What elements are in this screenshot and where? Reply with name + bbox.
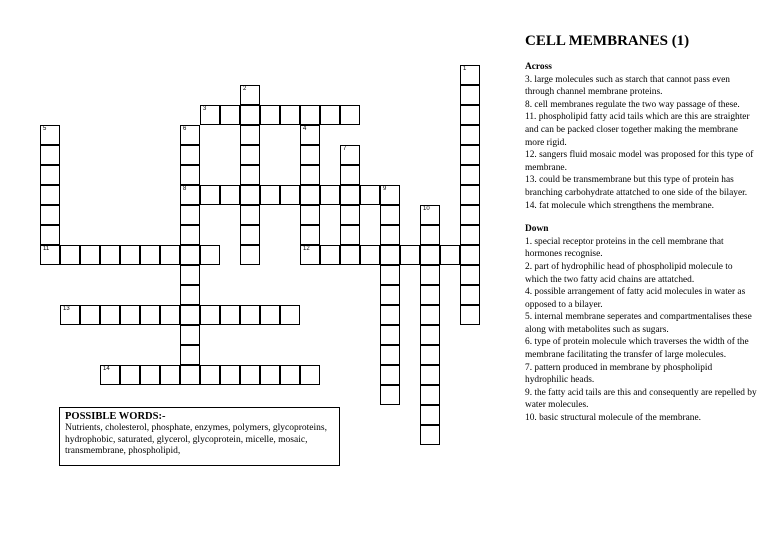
grid-cell[interactable]	[240, 165, 260, 185]
grid-cell[interactable]	[360, 245, 380, 265]
grid-cell[interactable]	[460, 125, 480, 145]
grid-cell[interactable]	[240, 145, 260, 165]
grid-cell[interactable]	[280, 185, 300, 205]
grid-cell[interactable]	[40, 145, 60, 165]
grid-cell[interactable]	[460, 205, 480, 225]
grid-cell[interactable]	[260, 185, 280, 205]
grid-cell[interactable]	[400, 245, 420, 265]
grid-cell[interactable]	[160, 305, 180, 325]
grid-cell[interactable]	[460, 225, 480, 245]
grid-cell[interactable]	[420, 325, 440, 345]
grid-cell[interactable]	[360, 185, 380, 205]
grid-cell[interactable]	[320, 185, 340, 205]
grid-cell[interactable]	[460, 305, 480, 325]
grid-cell[interactable]	[420, 425, 440, 445]
grid-cell[interactable]	[240, 185, 260, 205]
grid-cell[interactable]	[80, 305, 100, 325]
grid-cell[interactable]	[460, 245, 480, 265]
grid-cell[interactable]	[240, 305, 260, 325]
grid-cell[interactable]	[120, 245, 140, 265]
grid-cell[interactable]	[220, 185, 240, 205]
grid-cell[interactable]	[40, 165, 60, 185]
across-clue: 12. sangers fluid mosaic model was proposed for this type of membrane.	[525, 150, 754, 173]
across-clue: 8. cell membranes regulate the two way passage of these.	[525, 99, 740, 110]
clue-number: 8	[183, 186, 187, 192]
grid-cell[interactable]	[180, 125, 200, 145]
grid-cell[interactable]	[340, 145, 360, 165]
down-clue: 2. part of hydrophilic head of phospholipid molecule to which the two fatty acid chains are attatched.	[525, 261, 733, 285]
grid-cell[interactable]	[460, 265, 480, 285]
grid-cell[interactable]	[380, 185, 400, 205]
grid-cell[interactable]	[420, 405, 440, 425]
grid-cell[interactable]	[380, 285, 400, 305]
grid-cell[interactable]	[200, 365, 220, 385]
grid-cell[interactable]	[380, 265, 400, 285]
grid-cell[interactable]	[280, 305, 300, 325]
grid-cell[interactable]	[100, 365, 120, 385]
grid-cell[interactable]	[240, 105, 260, 125]
grid-cell[interactable]	[300, 185, 320, 205]
grid-cell[interactable]	[420, 365, 440, 385]
grid-cell[interactable]	[300, 165, 320, 185]
clue-number: 11	[43, 246, 50, 252]
clue-number: 10	[423, 206, 430, 212]
grid-cell[interactable]	[180, 185, 200, 205]
grid-cell[interactable]	[240, 245, 260, 265]
clues-panel	[525, 33, 757, 425]
grid-cell[interactable]	[320, 105, 340, 125]
grid-cell[interactable]	[180, 285, 200, 305]
grid-cell[interactable]	[100, 305, 120, 325]
grid-cell[interactable]	[180, 265, 200, 285]
down-clue: 6. type of protein molecule which traverses the width of the membrane facilitating the transfer of large molecules.	[525, 337, 749, 361]
grid-cell[interactable]	[200, 245, 220, 265]
down-heading: Down	[525, 224, 549, 235]
grid-cell[interactable]	[220, 305, 240, 325]
grid-cell[interactable]	[460, 85, 480, 105]
grid-cell[interactable]	[140, 305, 160, 325]
grid-cell[interactable]	[180, 225, 200, 245]
grid-cell[interactable]	[220, 105, 240, 125]
possible-words-box	[59, 407, 340, 466]
grid-cell[interactable]	[340, 185, 360, 205]
clue-number: 6	[183, 126, 187, 132]
grid-cell[interactable]	[240, 125, 260, 145]
grid-cell[interactable]	[120, 365, 140, 385]
grid-cell[interactable]	[380, 385, 400, 405]
grid-cell[interactable]	[220, 365, 240, 385]
down-clue: 4. possible arrangement of fatty acid molecules in water as opposed to a bilayer.	[525, 287, 746, 310]
grid-cell[interactable]	[300, 105, 320, 125]
grid-cell[interactable]	[420, 305, 440, 325]
clue-number: 2	[243, 86, 247, 92]
grid-cell[interactable]	[380, 245, 400, 265]
grid-cell[interactable]	[420, 225, 440, 245]
grid-cell[interactable]	[260, 365, 280, 385]
grid-cell[interactable]	[60, 245, 80, 265]
grid-cell[interactable]	[340, 165, 360, 185]
grid-cell[interactable]	[180, 305, 200, 325]
clue-number: 3	[203, 106, 207, 112]
grid-cell[interactable]	[380, 345, 400, 365]
grid-cell[interactable]	[300, 225, 320, 245]
grid-cell[interactable]	[180, 245, 200, 265]
grid-cell[interactable]	[420, 385, 440, 405]
grid-cell[interactable]	[40, 245, 60, 265]
grid-cell[interactable]	[180, 205, 200, 225]
across-heading: Across	[525, 62, 552, 72]
clue-number: 5	[43, 126, 47, 132]
grid-cell[interactable]	[340, 245, 360, 265]
grid-cell[interactable]	[300, 145, 320, 165]
grid-cell[interactable]	[240, 225, 260, 245]
grid-cell[interactable]	[380, 365, 400, 385]
grid-cell[interactable]	[440, 245, 460, 265]
grid-cell[interactable]	[300, 205, 320, 225]
down-clue: 10. basic structural molecule of the membrane.	[525, 413, 701, 424]
clue-number: 1	[463, 66, 467, 72]
grid-cell[interactable]	[140, 365, 160, 385]
grid-cell[interactable]	[300, 365, 320, 385]
grid-cell[interactable]	[60, 305, 80, 325]
grid-cell[interactable]	[240, 85, 260, 105]
grid-cell[interactable]	[240, 205, 260, 225]
clue-number: 14	[103, 366, 110, 372]
clue-number: 4	[303, 126, 307, 132]
grid-cell[interactable]	[200, 185, 220, 205]
clue-number: 13	[63, 306, 70, 312]
grid-cell[interactable]	[40, 185, 60, 205]
grid-cell[interactable]	[280, 105, 300, 125]
grid-cell[interactable]	[460, 185, 480, 205]
grid-cell[interactable]	[200, 305, 220, 325]
grid-cell[interactable]	[80, 245, 100, 265]
down-clue: 5. internal membrane seperates and compartmentalises these along with metabolites such as sugars.	[525, 312, 752, 335]
grid-cell[interactable]	[200, 105, 220, 125]
grid-cell[interactable]	[460, 145, 480, 165]
across-clue: 3. large molecules such as starch that cannot pass even through channel membrane proteins.	[525, 74, 730, 98]
grid-cell[interactable]	[380, 225, 400, 245]
grid-cell[interactable]	[460, 285, 480, 305]
grid-cell[interactable]	[460, 65, 480, 85]
grid-cell[interactable]	[380, 205, 400, 225]
down-clue: 7. pattern produced in membrane by phospholipid hydrophilic heads.	[525, 362, 713, 386]
clue-number: 7	[343, 146, 347, 152]
clue-number: 9	[383, 186, 387, 192]
grid-cell[interactable]	[460, 165, 480, 185]
grid-cell[interactable]	[160, 365, 180, 385]
grid-cell[interactable]	[40, 225, 60, 245]
down-clue: 1. special receptor proteins in the cell membrane that hormones recognise.	[525, 236, 724, 260]
grid-cell[interactable]	[40, 205, 60, 225]
possible-words-list: Nutrients, cholesterol, phosphate, enzymes, polymers, glycoproteins, hydrophobic, saturated, glycerol, glycoprotein, micelle, mosaic, transmembrane, phospholipid,	[65, 423, 327, 456]
across-clue: 11. phospholipid fatty acid tails which are this are straighter and can be packed closer together making the membrane more rigid.	[525, 112, 750, 148]
grid-cell[interactable]	[300, 245, 320, 265]
down-clue: 9. the fatty acid tails are this and consequently are repelled by water molecules.	[525, 387, 757, 411]
grid-cell[interactable]	[100, 245, 120, 265]
grid-cell[interactable]	[180, 345, 200, 365]
grid-cell[interactable]	[180, 325, 200, 345]
across-clue: 14. fat molecule which strengthens the membrane.	[525, 200, 715, 211]
grid-cell[interactable]	[180, 165, 200, 185]
grid-cell[interactable]	[260, 105, 280, 125]
grid-cell[interactable]	[180, 145, 200, 165]
grid-cell[interactable]	[240, 365, 260, 385]
across-clue: 13. could be transmembrane but this type of protein has branching carbohydrate attatched to one side of the bilayer.	[525, 175, 748, 198]
grid-cell[interactable]	[420, 285, 440, 305]
grid-cell[interactable]	[140, 245, 160, 265]
grid-cell[interactable]	[420, 205, 440, 225]
grid-cell[interactable]	[180, 365, 200, 385]
clue-number: 12	[303, 246, 310, 252]
grid-cell[interactable]	[280, 365, 300, 385]
grid-cell[interactable]	[420, 345, 440, 365]
grid-cell[interactable]	[40, 125, 60, 145]
grid-cell[interactable]	[420, 245, 440, 265]
possible-words-title: POSSIBLE WORDS:-	[65, 411, 166, 422]
grid-cell[interactable]	[260, 305, 280, 325]
grid-cell[interactable]	[120, 305, 140, 325]
grid-cell[interactable]	[380, 305, 400, 325]
grid-cell[interactable]	[460, 105, 480, 125]
grid-cell[interactable]	[320, 245, 340, 265]
grid-cell[interactable]	[340, 205, 360, 225]
grid-cell[interactable]	[340, 105, 360, 125]
grid-cell[interactable]	[340, 225, 360, 245]
grid-cell[interactable]	[380, 325, 400, 345]
grid-cell[interactable]	[300, 125, 320, 145]
grid-cell[interactable]	[160, 245, 180, 265]
page-title: CELL MEMBRANES (1)	[525, 33, 690, 49]
grid-cell[interactable]	[420, 265, 440, 285]
